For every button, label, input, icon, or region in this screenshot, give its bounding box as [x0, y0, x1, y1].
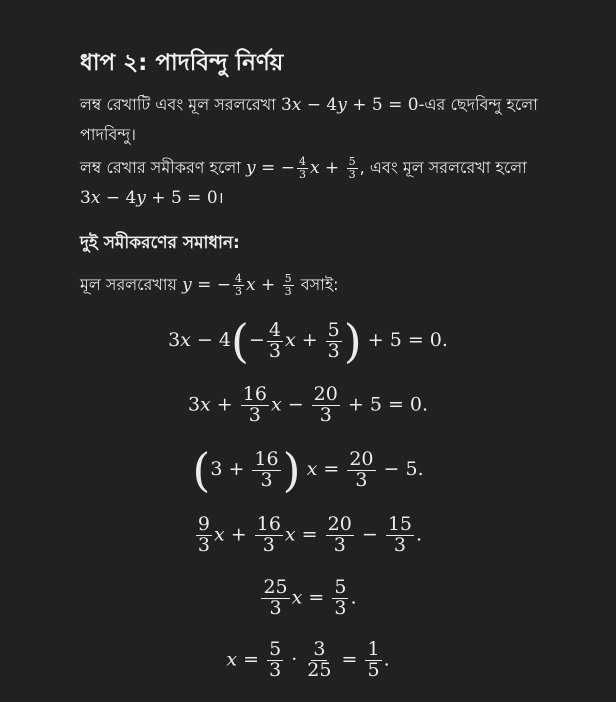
step-heading: ধাপ ২: পাদবিন্দু নির্ণয়: [80, 50, 284, 76]
paragraph-substitute: মূল সরলরেখায় y = − $\frac{4}{3}$ x + $\frac{5}{3}$ বসাই:: [80, 272, 339, 298]
perpendicular-equation: y = − $\frac{4}{3}$ x + $\frac{5}{3}$: [246, 155, 356, 181]
equation-step-5: $\frac{25}{3}$ x = $\frac{5}{3}$ .: [263, 576, 357, 619]
equation-step-2: 3x + $\frac{16}{3}$ x − $\frac{20}{3}$ + 5 = 0.: [187, 383, 429, 426]
equation-step-6: x = $\frac{5}{3}$ · $\frac{3}{25}$ = $\frac{1}{5}$ .: [226, 638, 390, 681]
equation-step-3: (3 + $\frac{16}{3}$ ) x = $\frac{20}{3}$ − 5.: [192, 443, 424, 497]
solve-subheading: দুই সমীকরণের সমাধান:: [80, 233, 240, 253]
paragraph-intersection: লম্ব রেখাটি এবং মূল সরলরেখা 3x − 4y + 5 = 0-এর ছেদবিন্দু হলো পাদবিন্দু।: [80, 95, 538, 144]
equation-step-4: $\frac{9}{3}$ x + $\frac{16}{3}$ x = $\frac{20}{3}$ − $\frac{15}{3}$ .: [197, 513, 423, 556]
equation-step-1: 3x − 4(− $\frac{4}{3}$ x + $\frac{5}{3}$ ) + 5 = 0.: [168, 314, 448, 368]
paragraph-equations: লম্ব রেখার সমীকরণ হলো y = − $\frac{4}{3}$ x + $\frac{5}{3}$ , এবং মূল সরলরেখা হলো 3x − 4y + 5 = 0।: [80, 155, 527, 208]
line-equation: 3x − 4y + 5 = 0: [280, 95, 419, 115]
line-equation: 3x − 4y + 5 = 0: [80, 188, 218, 208]
